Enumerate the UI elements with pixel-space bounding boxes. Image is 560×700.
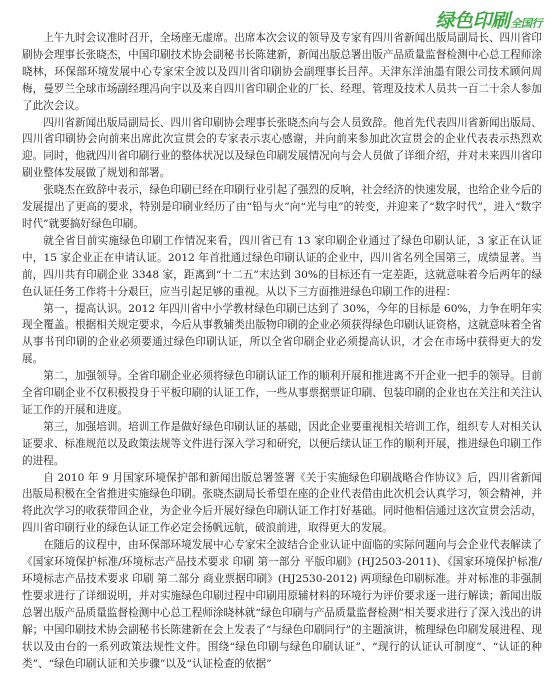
green-printing-logo — [435, 6, 542, 33]
article-body — [22, 30, 542, 672]
logo-sub-text: 全国行 — [510, 17, 542, 30]
paragraph: 在随后的议程中，由环保部环境发展中心专家宋全波结合企业认证中面临的实际问题向与会企业代表解读了《国家环境保护标准/环境标志产品技术要求 印刷 第一部分 平版印刷》(HJ2503-2011)、《国家环境保护标准/环境标志产品技术要求 印刷 第二部分 商业票据印刷》(HJ2530-2012) 两项绿色印刷标准。并对标准的非强制性要求进行了详细说明，并对实施绿色印刷过程中印刷用原辅材料的环境行为评价要求逐一进行解读；新闻出版总署出版产品质量监督检测中心总工程师涂晓林就“绿色印刷与产品质量监督检测”相关要求进行了深入浅出的讲解；中国印刷技术协会副秘书长陈建新在会上发表了“与绿色印刷同行”的主题演讲，梳理绿色印刷发展进程、现状以及由台的一系列政策法规性文件。围绕“绿色印刷与绿色印刷认证”、“现行的认证认可制度”、“认证的种类”、“绿色印刷认证和关步骤”以及“认证检查的依据” — [22, 539, 542, 670]
paragraph: 上午九时会议准时召开，全场座无虚席。出席本次会议的领导及专家有四川省新闻出版局副局长、四川省印刷协会理事长张晓杰，中国印刷技术协会副秘书长陈建新，新闻出版总署出版产品质量监督检测中心总工程师涂晓林，环保部环境发展中心专家宋全波以及四川省印刷协会副理事长吕萍。天津东洋油墨有限公司技术顾问周梅，曼罗兰全球市场副经理冯向宇以及来自四川省印刷企业的厂长、经理、管理及技术人员共一百二十余人参加了此次会议。 — [22, 32, 542, 112]
paragraph: 张晓杰在致辞中表示，绿色印刷已经在印刷行业引起了强烈的反响，社会经济的快速发展，也给企业今后的发展提出了更高的要求，特别是印刷业经历了由“铅与火”向“光与电”的转变，并迎来了“数字时代”，进入“数字时代”就要搞好绿色印刷。 — [22, 184, 542, 230]
paragraph: 第一，提高认识。2012 年四川省中小学教材绿色印刷已达到了 30%，今年的目标是 60%，力争在明年实现全覆盖。根据相关规定要求，今后从事教辅类出版物印刷的企业必须获得绿色印刷认证资格，这就意味着全省从事书刊印刷的企业必须要通过绿色印刷认证，所以全省印刷企业必须提高认识，才会在市场中获得更大的发展。 — [22, 302, 542, 366]
paragraph: 就全省目前实施绿色印刷工作情况来看，四川省已有 13 家印刷企业通过了绿色印刷认证，3 家正在认证中，15 家企业正在申请认证。2012 年首批通过绿色印刷认证的企业中，四川省名列全国第三，成绩显著。当前，四川共有印刷企业 3348 家，距离到“十二五”末达到 30%的目标还有一定差距，这就意味着今后两年的绿色认证任务工作将十分艰巨，应当引起足够的重视。从以下三方面推进绿色印刷工作的进程： — [22, 234, 542, 298]
paragraph: 第二，加强领导。全省印刷企业必须将绿色印刷认证工作的顺利开展和推进离不开企业一把手的领导。目前全省印刷企业不仅积极投身于平板印刷的认证工作，一些从事票据票证印刷、包装印刷的企业也在关注和关注认证工作的开展和进度。 — [22, 370, 542, 416]
paragraph: 自 2010 年 9 月国家环境保护部和新闻出版总署签署《关于实施绿色印刷战略合作协议》后，四川省新闻出版局积极在全省推进实施绿色印刷。张晓杰副局长希望在座的企业代表借由此次机会认真学习，领会精神，并将此次学习的收获带回企业，为企业今后开展好绿色印刷认证工作打好基础。同时他相信通过这次宣贯会活动，四川省印刷行业的绿色认证工作必定会扬帆远航，破浪前进，取得更大的发展。 — [22, 471, 542, 535]
paragraph: 第三，加强培训。培训工作是做好绿色印刷认证的基础，因此企业要重视相关培训工作，组织专人对相关认证要求、标准规范以及政策法规等文件进行深入学习和研究，以便后续认证工作的顺利开展，推进绿色印刷工作的进程。 — [22, 420, 542, 467]
paragraph: 四川省新闻出版局副局长、四川省印刷协会理事长张晓杰向与会人员致辞。他首先代表四川省新闻出版局、四川省印刷协会向前来出席此次宣贯会的专家表示衷心感谢，并向前来参加此次宣贯会的企业代表表示热烈欢迎。同时，他就四川省印刷行业的整体状况以及绿色印刷发展情况向与会人员做了详细介绍，并对未来四川省印刷业整体发展做了规划和部署。 — [22, 116, 542, 180]
logo-main-text: 绿色印刷 — [435, 10, 510, 32]
